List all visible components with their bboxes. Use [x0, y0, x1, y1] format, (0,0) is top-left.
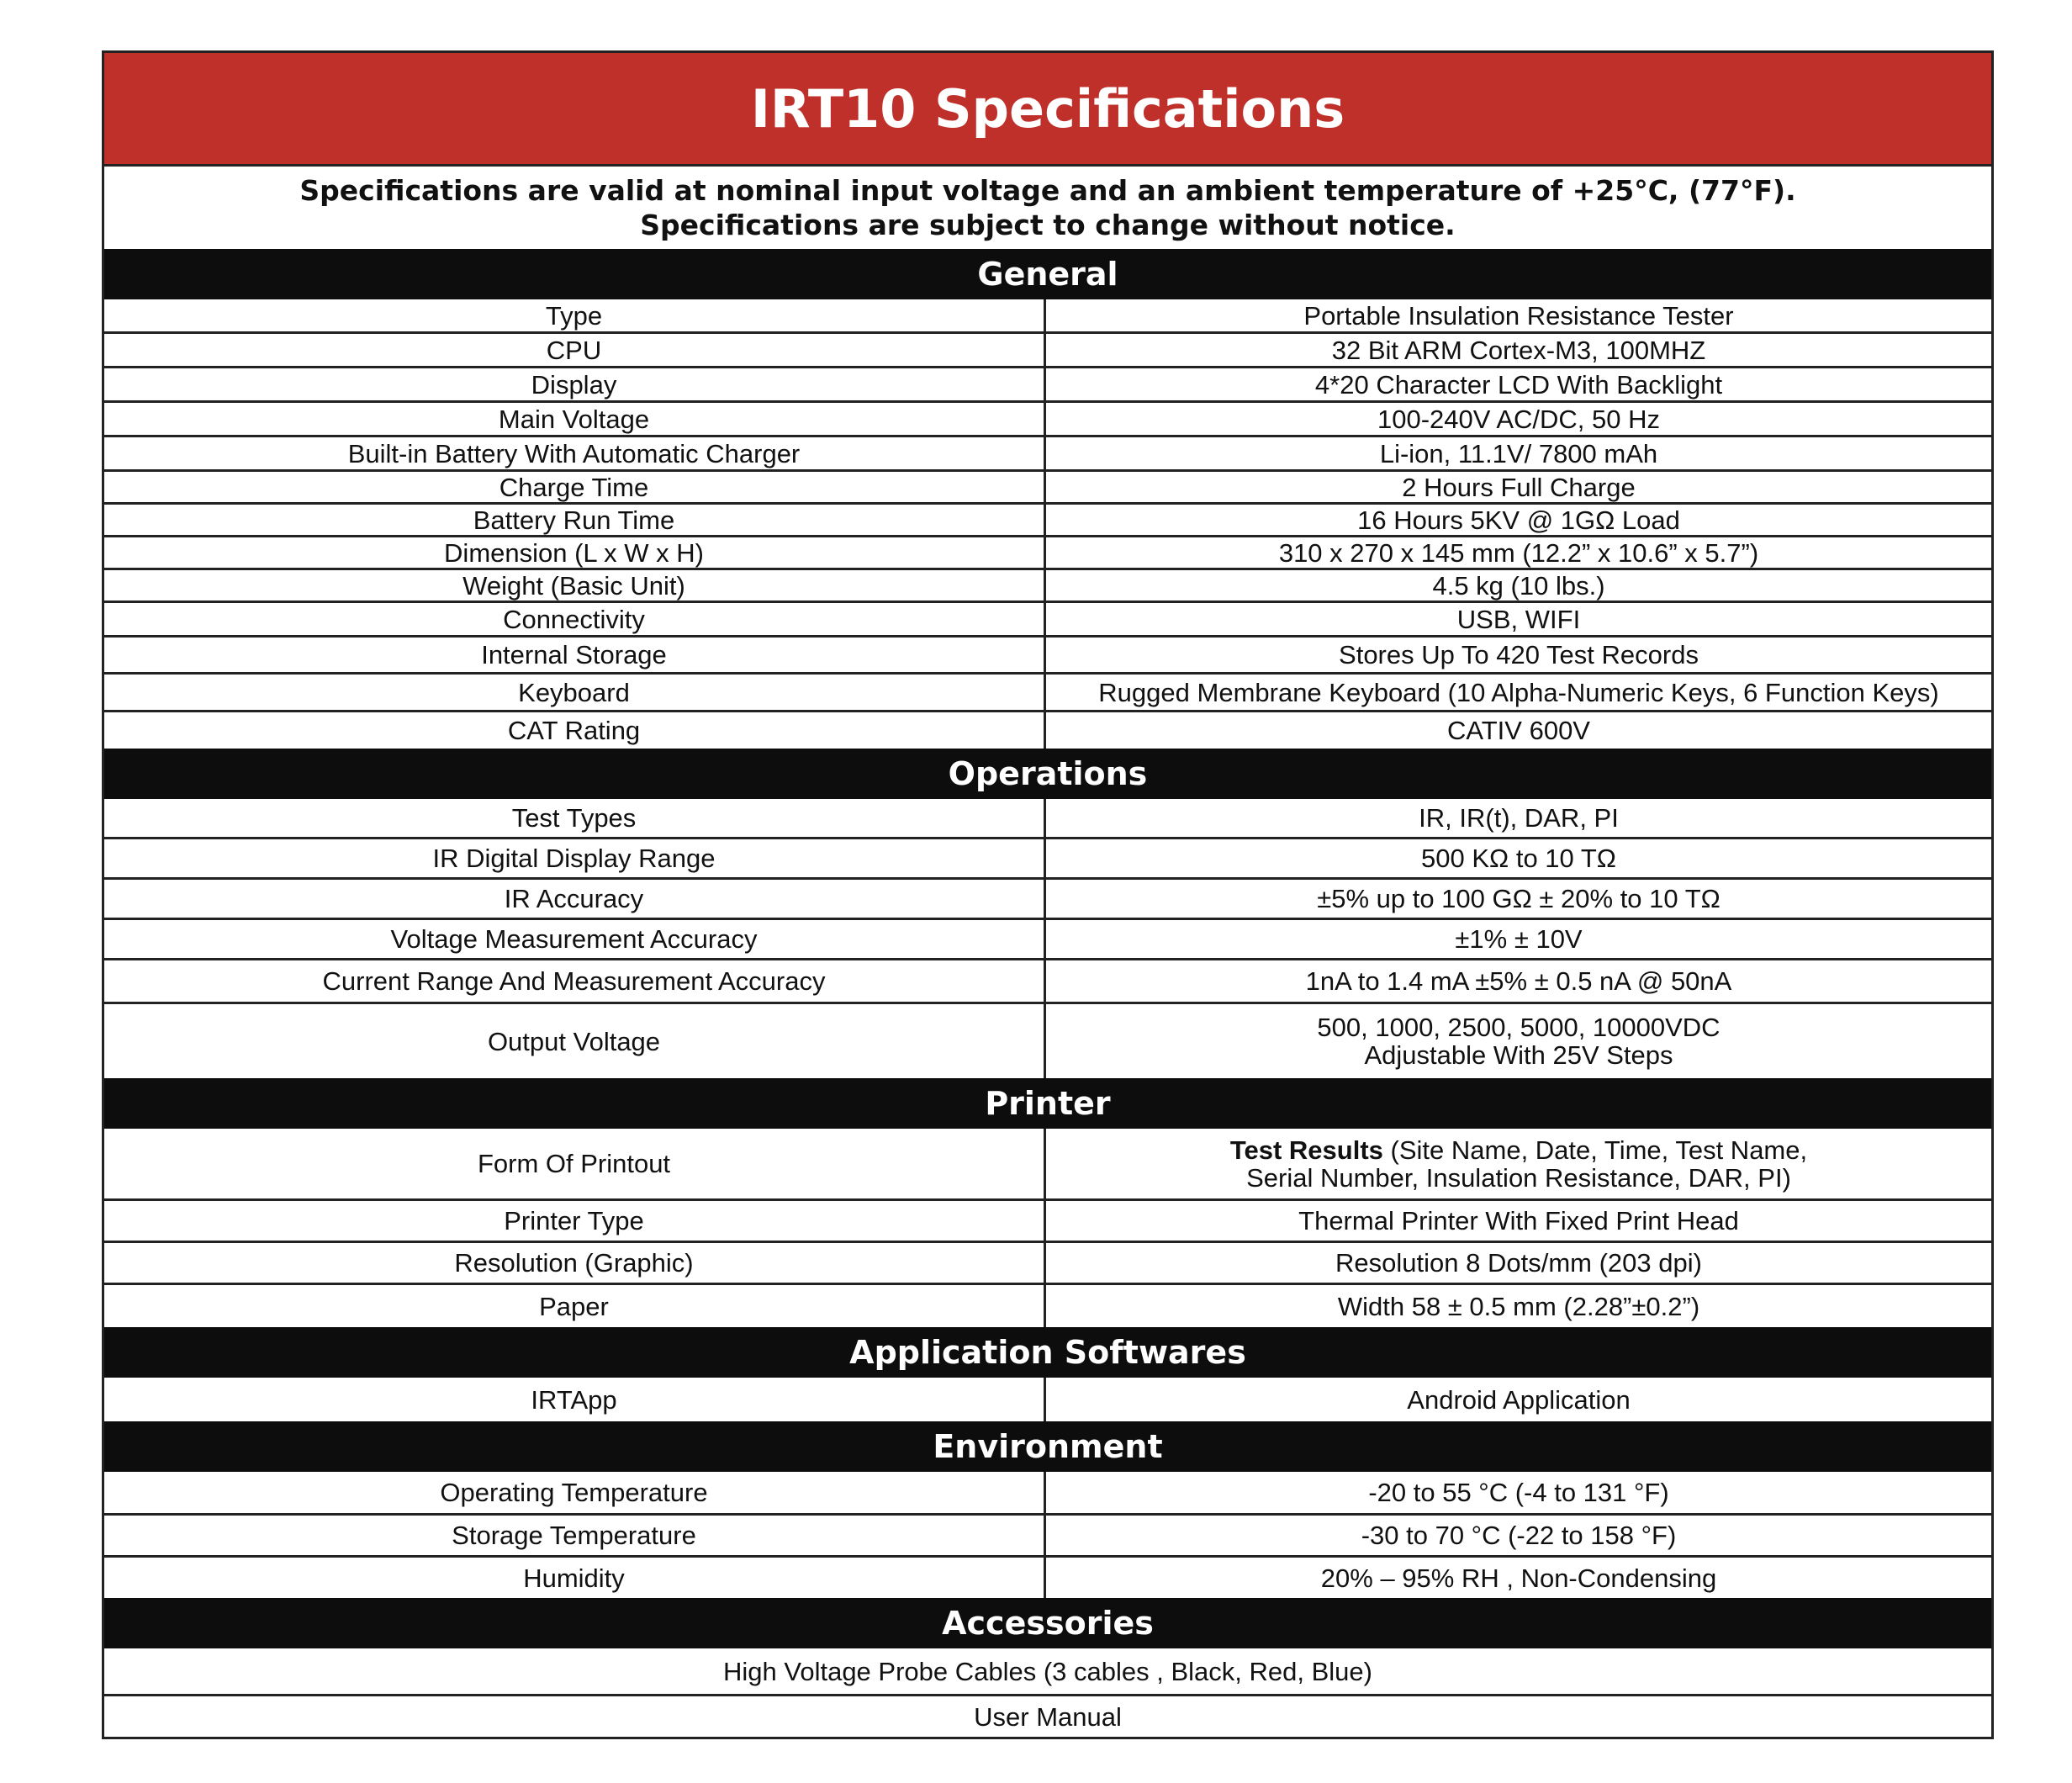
spec-value: ±1% ± 10V [1455, 924, 1583, 954]
table-row [104, 472, 1991, 505]
spec-label: Charge Time [104, 472, 1046, 502]
spec-label: Internal Storage [104, 638, 1046, 672]
spec-value: 20% – 95% RH , Non-Condensing [1320, 1563, 1717, 1593]
spec-value: Li-ion, 11.1V/ 7800 mAh [1379, 438, 1658, 468]
spec-value-line: Adjustable With 25V Steps [1364, 1040, 1673, 1070]
table-row [104, 1243, 1991, 1285]
spec-value: 32 Bit ARM Cortex-M3, 100MHZ [1331, 335, 1706, 365]
section-heading-operations: Operations [104, 749, 1991, 799]
section-heading-environment: Environment [104, 1421, 1991, 1472]
spec-label: Paper [104, 1285, 1046, 1327]
table-row [104, 920, 1991, 960]
spec-value: IR, IR(t), DAR, PI [1419, 803, 1619, 833]
spec-value: 16 Hours 5KV @ 1GΩ Load [1357, 505, 1680, 535]
section-heading-printer: Printer [104, 1078, 1991, 1129]
spec-value-emphasis: Test Results [1229, 1135, 1383, 1165]
table-row [104, 638, 1991, 675]
spec-value: Width 58 ± 0.5 mm (2.28”±0.2”) [1337, 1291, 1700, 1321]
spec-value: 4.5 kg (10 lbs.) [1432, 570, 1605, 601]
spec-label: Form Of Printout [104, 1129, 1046, 1198]
spec-label: Operating Temperature [104, 1472, 1046, 1513]
spec-value-line: Serial Number, Insulation Resistance, DAR, PI) [1246, 1162, 1791, 1193]
notice-line-2: Specifications are subject to change without notice. [640, 209, 1456, 241]
table-row [104, 799, 1991, 839]
spec-value: Stores Up To 420 Test Records [1339, 640, 1699, 669]
notice-line-1: Specifications are valid at nominal input voltage and an ambient temperature of +25°C, (77°F). [299, 174, 1796, 207]
spec-value: ±5% up to 100 GΩ ± 20% to 10 TΩ [1317, 884, 1720, 913]
spec-value: USB, WIFI [1456, 604, 1581, 634]
spec-value: 2 Hours Full Charge [1402, 472, 1636, 502]
spec-label: Keyboard [104, 675, 1046, 710]
table-row [104, 960, 1991, 1004]
spec-value-line [1230, 1136, 1807, 1164]
table-row [104, 603, 1991, 638]
table-row [104, 839, 1991, 880]
spec-label: Output Voltage [104, 1004, 1046, 1078]
spec-label: Connectivity [104, 603, 1046, 635]
table-row [104, 403, 1991, 437]
spec-value: Resolution 8 Dots/mm (203 dpi) [1335, 1248, 1702, 1278]
table-row [104, 437, 1991, 472]
spec-value: Thermal Printer With Fixed Print Head [1298, 1206, 1739, 1235]
spec-value: 100-240V AC/DC, 50 Hz [1377, 404, 1660, 434]
table-row [104, 1558, 1991, 1598]
page-title: IRT10 Specifications [104, 53, 1991, 167]
spec-value: -30 to 70 °C (-22 to 158 °F) [1361, 1521, 1677, 1550]
spec-label: IRTApp [104, 1378, 1046, 1421]
spec-label: Voltage Measurement Accuracy [104, 920, 1046, 958]
table-row [104, 1378, 1991, 1421]
spec-label: CPU [104, 334, 1046, 366]
accessory-item: User Manual [974, 1701, 1122, 1732]
table-row [104, 537, 1991, 570]
spec-value: -20 to 55 °C (-4 to 131 °F) [1368, 1478, 1669, 1507]
table-row [104, 299, 1991, 334]
spec-value: 4*20 Character LCD With Backlight [1314, 369, 1723, 399]
spec-value [1046, 1004, 1991, 1078]
table-row [104, 1285, 1991, 1327]
spec-label: Weight (Basic Unit) [104, 570, 1046, 601]
table-row [104, 712, 1991, 749]
spec-label: IR Digital Display Range [104, 839, 1046, 877]
spec-label: Humidity [104, 1558, 1046, 1598]
table-row [104, 880, 1991, 920]
table-row [104, 1472, 1991, 1516]
spec-label: Resolution (Graphic) [104, 1243, 1046, 1283]
spec-label: Storage Temperature [104, 1516, 1046, 1555]
spec-value: 310 x 270 x 145 mm (12.2” x 10.6” x 5.7”) [1278, 537, 1759, 568]
table-row [104, 368, 1991, 403]
spec-notice [104, 167, 1991, 249]
spec-label: Battery Run Time [104, 505, 1046, 535]
section-heading-general: General [104, 249, 1991, 299]
spec-value: CATIV 600V [1446, 716, 1590, 745]
table-row [104, 1129, 1991, 1201]
spec-label: Built-in Battery With Automatic Charger [104, 437, 1046, 469]
accessory-item: High Voltage Probe Cables (3 cables , Black, Red, Blue) [723, 1656, 1372, 1686]
spec-sheet [102, 50, 1994, 1739]
spec-value: 500 KΩ to 10 TΩ [1421, 844, 1616, 873]
spec-label: IR Accuracy [104, 880, 1046, 918]
spec-label: Printer Type [104, 1201, 1046, 1241]
spec-value: Android Application [1407, 1384, 1631, 1415]
spec-value-line: 500, 1000, 2500, 5000, 10000VDC [1317, 1013, 1720, 1042]
section-heading-accessories: Accessories [104, 1598, 1991, 1648]
table-row [104, 1516, 1991, 1558]
table-row [104, 334, 1991, 368]
table-row [104, 1201, 1991, 1243]
table-row [104, 505, 1991, 537]
spec-label: Main Voltage [104, 403, 1046, 435]
spec-value [1046, 1129, 1991, 1198]
spec-value: Rugged Membrane Keyboard (10 Alpha-Numeric Keys, 6 Function Keys) [1098, 677, 1939, 707]
spec-label: Test Types [104, 799, 1046, 837]
spec-label: Type [104, 299, 1046, 331]
spec-label: Current Range And Measurement Accuracy [104, 960, 1046, 1002]
spec-value: 1nA to 1.4 mA ±5% ± 0.5 nA @ 50nA [1305, 966, 1732, 996]
spec-label: CAT Rating [104, 712, 1046, 749]
section-heading-software: Application Softwares [104, 1327, 1991, 1378]
table-row [104, 570, 1991, 603]
spec-value: Portable Insulation Resistance Tester [1303, 300, 1734, 331]
list-item [104, 1648, 1991, 1696]
table-row [104, 1004, 1991, 1078]
spec-label: Display [104, 368, 1046, 400]
table-row [104, 675, 1991, 712]
list-item [104, 1696, 1991, 1737]
spec-value-text: (Site Name, Date, Time, Test Name, [1382, 1135, 1808, 1165]
spec-label: Dimension (L x W x H) [104, 537, 1046, 568]
